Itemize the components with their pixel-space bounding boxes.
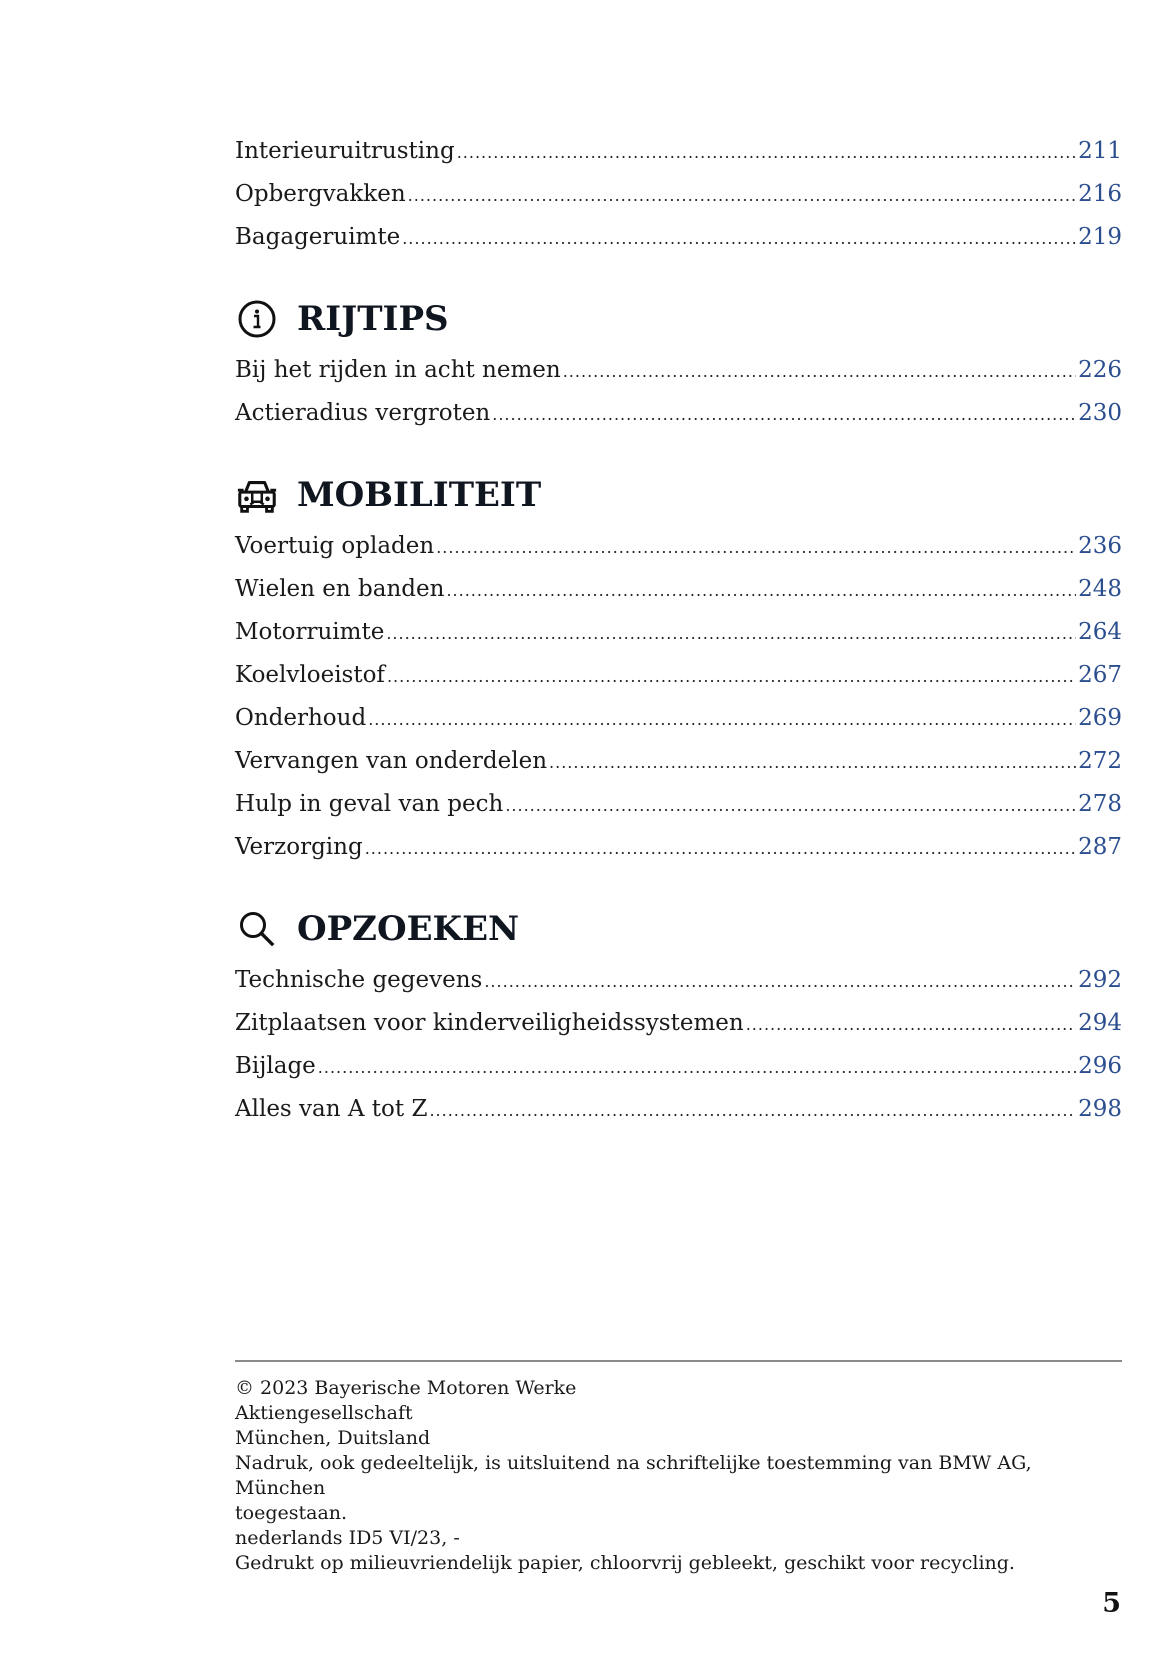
section-title: OPZOEKEN: [297, 909, 520, 949]
leader-dots: [402, 217, 1076, 260]
toc-entry-title: Verzorging: [235, 834, 363, 860]
paper-notice-line: Gedrukt op milieuvriendelijk papier, chloorvrij gebleekt, geschikt voor recycling.: [235, 1552, 1015, 1574]
reprint-notice-line: Nadruk, ook gedeeltelijk, is uitsluitend na schriftelijke toestemming van BMW AG, München: [235, 1452, 1032, 1499]
toc-entry-title: Interieuruitrusting: [235, 138, 455, 164]
toc-entry-title: Alles van A tot Z: [235, 1096, 428, 1122]
toc-entry-title: Actieradius vergroten: [235, 400, 491, 426]
toc-entry-technische-gegevens[interactable]: [235, 959, 1122, 1002]
toc-entry-wielen-en-banden[interactable]: [235, 568, 1122, 611]
leader-dots: [318, 1046, 1076, 1089]
edition-line: nederlands ID5 VI/23, -: [235, 1527, 460, 1549]
toc-entry-title: Onderhoud: [235, 705, 367, 731]
toc-entry-title: Opbergvakken: [235, 181, 406, 207]
toc-entry-title: Motorruimte: [235, 619, 385, 645]
section-title: RIJTIPS: [297, 299, 449, 339]
toc-entry-alles-van-a-tot-z[interactable]: [235, 1088, 1122, 1131]
leader-dots: [484, 960, 1076, 1003]
copyright-line: © 2023 Bayerische Motoren Werke: [235, 1377, 577, 1399]
leader-dots: [563, 350, 1076, 393]
toc-page-link[interactable]: 294: [1078, 1010, 1122, 1036]
toc-entry-title: Voertuig opladen: [235, 533, 435, 559]
leader-dots: [387, 655, 1076, 698]
imprint-footer: [235, 1360, 1122, 1576]
leader-dots: [457, 131, 1076, 174]
toc-entry-opbergvakken[interactable]: [235, 173, 1122, 216]
toc-page-link[interactable]: 292: [1078, 967, 1122, 993]
leader-dots: [549, 741, 1076, 784]
section-heading-rijtips: [235, 295, 1122, 343]
toc-entry-zitplaatsen[interactable]: [235, 1002, 1122, 1045]
section-heading-opzoeken: [235, 905, 1122, 953]
toc-entry-bijlage[interactable]: [235, 1045, 1122, 1088]
company-line: Aktiengesellschaft: [235, 1402, 413, 1424]
toc-entry-hulp-bij-pech[interactable]: [235, 783, 1122, 826]
footer-divider: [235, 1360, 1122, 1362]
section-heading-mobiliteit: [235, 471, 1122, 519]
toc-entry-actieradius[interactable]: [235, 392, 1122, 435]
leader-dots: [446, 569, 1076, 612]
toc-entry-title: Bijlage: [235, 1053, 316, 1079]
toc-entry-title: Bij het rijden in acht nemen: [235, 357, 561, 383]
toc-entry-title: Hulp in geval van pech: [235, 791, 504, 817]
leader-dots: [368, 698, 1076, 741]
leader-dots: [386, 612, 1076, 655]
toc-page-link[interactable]: 287: [1078, 834, 1122, 860]
toc-page-link[interactable]: 298: [1078, 1096, 1122, 1122]
toc-page-link[interactable]: 296: [1078, 1053, 1122, 1079]
toc-page-link[interactable]: 264: [1078, 619, 1122, 645]
toc-entry-title: Zitplaatsen voor kinderveiligheidssystemen: [235, 1010, 744, 1036]
toc-page-link[interactable]: 236: [1078, 533, 1122, 559]
toc-entry-motorruimte[interactable]: [235, 611, 1122, 654]
toc-page-link[interactable]: 269: [1078, 705, 1122, 731]
leader-dots: [365, 827, 1076, 870]
toc-page-link[interactable]: 216: [1078, 181, 1122, 207]
toc-entry-title: Wielen en banden: [235, 576, 445, 602]
toc-entry-bagageruimte[interactable]: [235, 216, 1122, 259]
toc-entry-verzorging[interactable]: [235, 826, 1122, 869]
toc-entry-bij-het-rijden[interactable]: [235, 349, 1122, 392]
toc-page-link[interactable]: 267: [1078, 662, 1122, 688]
toc-entry-title: Technische gegevens: [235, 967, 483, 993]
toc-page-link[interactable]: 211: [1078, 138, 1122, 164]
info-circle-icon: [235, 297, 279, 341]
toc-entry-vervangen-van-onderdelen[interactable]: [235, 740, 1122, 783]
leader-dots: [746, 1003, 1076, 1046]
toc-page-link[interactable]: 248: [1078, 576, 1122, 602]
toc-entry-interieuruitrusting[interactable]: [235, 130, 1122, 173]
toc-entry-onderhoud[interactable]: [235, 697, 1122, 740]
leader-dots: [436, 526, 1076, 569]
toc-page-link[interactable]: 219: [1078, 224, 1122, 250]
toc-page-link[interactable]: 226: [1078, 357, 1122, 383]
toc-entry-title: Bagageruimte: [235, 224, 401, 250]
toc-entry-koelvloeistof[interactable]: [235, 654, 1122, 697]
car-front-icon: [235, 473, 279, 517]
toc-entry-voertuig-opladen[interactable]: [235, 525, 1122, 568]
toc-entry-title: Koelvloeistof: [235, 662, 385, 688]
table-of-contents: [235, 130, 1122, 1131]
leader-dots: [492, 393, 1076, 436]
search-icon: [235, 907, 279, 951]
toc-page-link[interactable]: 272: [1078, 748, 1122, 774]
reprint-notice-line-cont: toegestaan.: [235, 1502, 348, 1524]
toc-entry-title: Vervangen van onderdelen: [235, 748, 548, 774]
leader-dots: [429, 1089, 1076, 1132]
location-line: München, Duitsland: [235, 1427, 431, 1449]
leader-dots: [408, 174, 1076, 217]
leader-dots: [505, 784, 1076, 827]
section-title: MOBILITEIT: [297, 475, 542, 515]
page-number: 5: [1102, 1588, 1121, 1619]
toc-page-link[interactable]: 230: [1078, 400, 1122, 426]
toc-page-link[interactable]: 278: [1078, 791, 1122, 817]
